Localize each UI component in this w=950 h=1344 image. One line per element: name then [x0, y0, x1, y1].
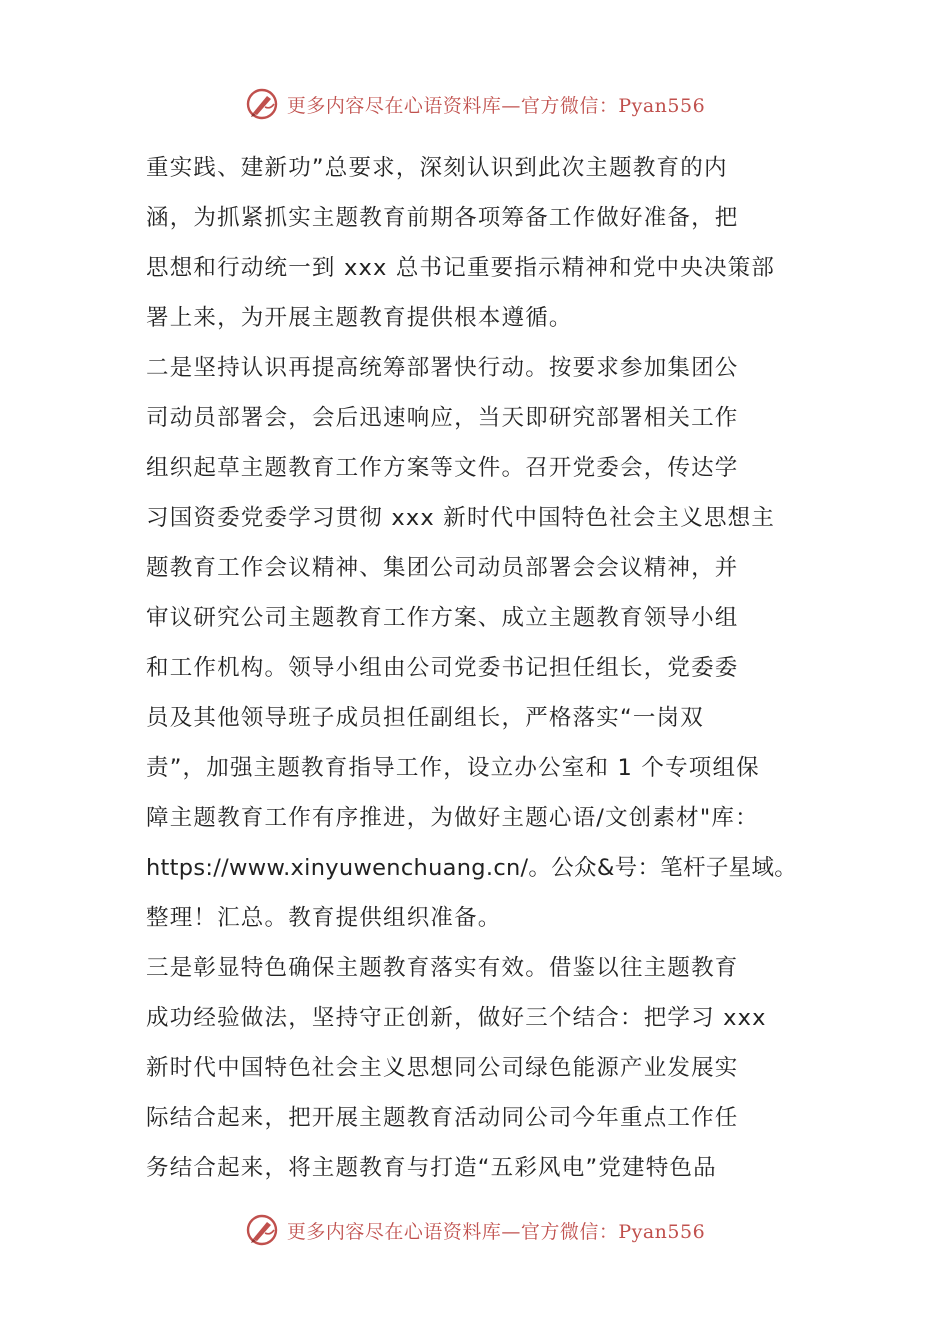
body-line: 际结合起来，把开展主题教育活动同公司今年重点工作任	[146, 1105, 739, 1131]
body-line: 务结合起来，将主题教育与打造“五彩风电”党建特色品	[146, 1155, 717, 1181]
body-line: 习国资委党委学习贯彻 xxx 新时代中国特色社会主义思想主	[146, 505, 776, 531]
document-body	[146, 143, 811, 1193]
footer-watermark-text: 更多内容尽在心语资料库—官方微信：Pyan556	[286, 1220, 706, 1243]
body-line: 题教育工作会议精神、集团公司动员部署会会议精神，并	[146, 555, 739, 581]
body-line: 涵，为抓紧抓实主题教育前期各项筹备工作做好准备，把	[146, 205, 739, 231]
body-line-url: https://www.xinyuwenchuang.cn/。公众&号：笔杆子星域。	[146, 855, 798, 881]
header-watermark-text: 更多内容尽在心语资料库—官方微信：Pyan556	[286, 94, 706, 117]
body-line: 三是彰显特色确保主题教育落实有效。借鉴以往主题教育	[146, 955, 739, 981]
pen-circle-logo-icon	[245, 1213, 279, 1247]
body-line: 障主题教育工作有序推进，为做好主题心语/文创素材"库：	[146, 805, 759, 831]
body-line: 二是坚持认识再提高统筹部署快行动。按要求参加集团公	[146, 355, 739, 381]
body-line: 新时代中国特色社会主义思想同公司绿色能源产业发展实	[146, 1055, 739, 1081]
body-line: 署上来，为开展主题教育提供根本遵循。	[146, 305, 573, 331]
body-line: 审议研究公司主题教育工作方案、成立主题教育领导小组	[146, 605, 739, 631]
body-line: 组织起草主题教育工作方案等文件。召开党委会，传达学	[146, 455, 739, 481]
pen-circle-logo-icon	[245, 87, 279, 121]
footer-watermark-banner	[0, 1208, 950, 1252]
header-watermark-banner	[0, 82, 950, 126]
body-line: 和工作机构。领导小组由公司党委书记担任组长，党委委	[146, 655, 739, 681]
body-line: 司动员部署会，会后迅速响应，当天即研究部署相关工作	[146, 405, 739, 431]
body-line: 成功经验做法，坚持守正创新，做好三个结合：把学习 xxx	[146, 1005, 767, 1031]
body-line: 重实践、建新功”总要求，深刻认识到此次主题教育的内	[146, 155, 728, 181]
body-line: 责”，加强主题教育指导工作，设立办公室和 1 个专项组保	[146, 755, 760, 781]
body-line: 整理！汇总。教育提供组织准备。	[146, 905, 502, 931]
body-line: 员及其他领导班子成员担任副组长，严格落实“一岗双	[146, 705, 704, 731]
body-line: 思想和行动统一到 xxx 总书记重要指示精神和党中央决策部	[146, 255, 776, 281]
